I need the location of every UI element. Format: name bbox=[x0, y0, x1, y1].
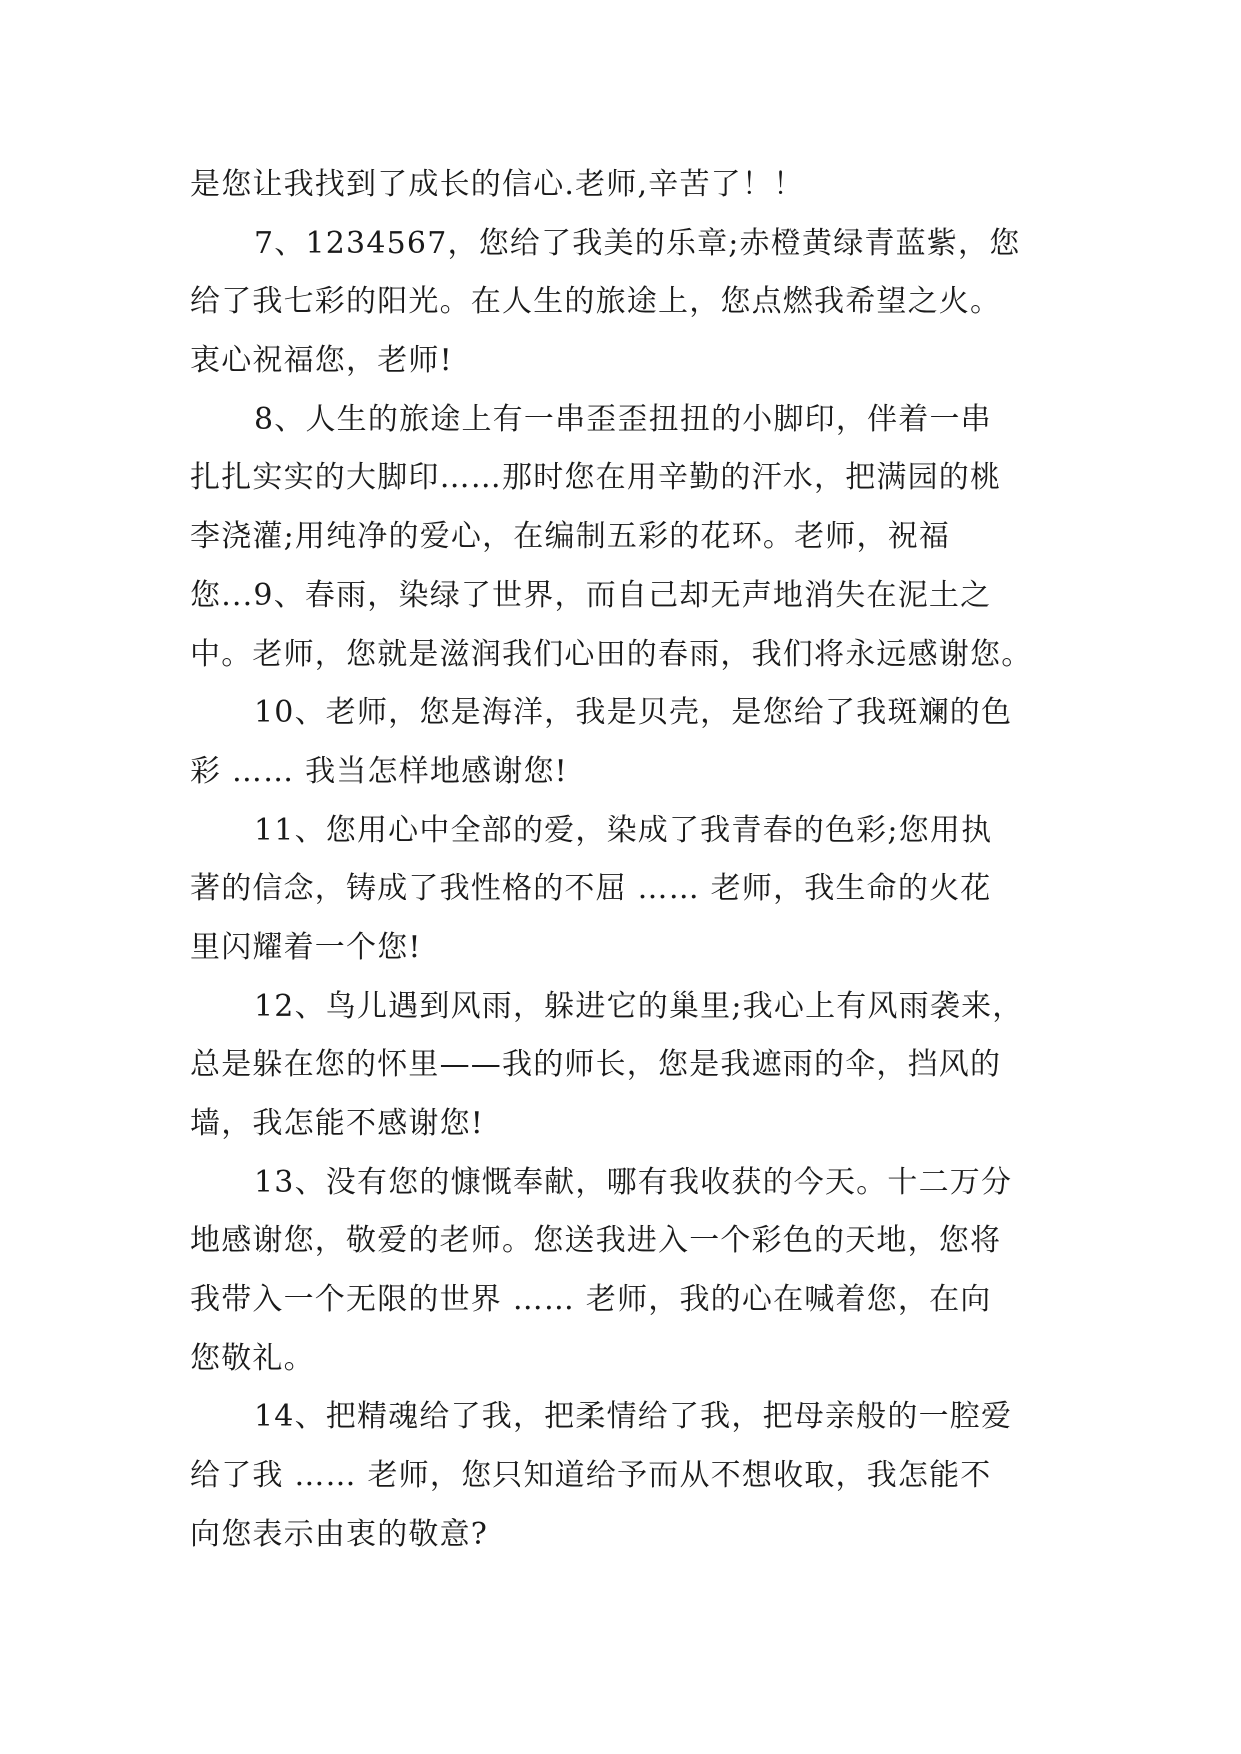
text-line: 您敬礼。 bbox=[190, 1340, 315, 1376]
text-line: 7、1234567，您给了我美的乐章;赤橙黄绿青蓝紫，您 bbox=[254, 225, 1021, 261]
text-line: 是您让我找到了成长的信心.老师,辛苦了！！ bbox=[190, 167, 805, 202]
text-line: 10、老师，您是海洋，我是贝壳，是您给了我斑斓的色 bbox=[254, 695, 1013, 731]
text-line: 11、您用心中全部的爱，染成了我青春的色彩;您用执 bbox=[254, 812, 993, 848]
text-line: 12、鸟儿遇到风雨，躲进它的巢里;我心上有风雨袭来， bbox=[254, 988, 1024, 1024]
text-line: 14、把精魂给了我，把柔情给了我，把母亲般的一腔爱 bbox=[254, 1399, 1013, 1435]
text-line: 给了我 …… 老师，您只知道给予而从不想收取，我怎能不 bbox=[190, 1458, 992, 1494]
text-line: 8、人生的旅途上有一串歪歪扭扭的小脚印，伴着一串 bbox=[254, 401, 992, 437]
text-line: 地感谢您，敬爱的老师。您送我进入一个彩色的天地，您将 bbox=[190, 1223, 1002, 1259]
text-line: 扎扎实实的大脚印……那时您在用辛勤的汗水，把满园的桃 bbox=[190, 460, 1002, 496]
text-line: 墙，我怎能不感谢您! bbox=[190, 1106, 485, 1141]
text-line: 总是躲在您的怀里——我的师长，您是我遮雨的伞，挡风的 bbox=[190, 1047, 1002, 1083]
text-line: 衷心祝福您，老师! bbox=[190, 343, 453, 379]
text-line: 彩 …… 我当怎样地感谢您! bbox=[190, 753, 568, 789]
text-line: 13、没有您的慷慨奉献，哪有我收获的今天。十二万分 bbox=[254, 1164, 1013, 1200]
text-line: 向您表示由衷的敬意? bbox=[190, 1516, 489, 1552]
text-line: 里闪耀着一个您! bbox=[190, 929, 422, 965]
text-line: 您...9、春雨，染绿了世界，而自己却无声地消失在泥土之 bbox=[190, 577, 992, 613]
text-line: 中。老师，您就是滋润我们心田的春雨，我们将永远感谢您。 bbox=[190, 636, 1033, 672]
text-line: 李浇灌;用纯净的爱心，在编制五彩的花环。老师，祝福 bbox=[190, 519, 951, 555]
text-line: 给了我七彩的阳光。在人生的旅途上，您点燃我希望之火。 bbox=[190, 284, 1002, 320]
text-line: 著的信念，铸成了我性格的不屈 …… 老师，我生命的火花 bbox=[190, 871, 992, 907]
text-line: 我带入一个无限的世界 …… 老师，我的心在喊着您，在向 bbox=[190, 1282, 992, 1318]
body-text bbox=[190, 156, 1070, 1565]
